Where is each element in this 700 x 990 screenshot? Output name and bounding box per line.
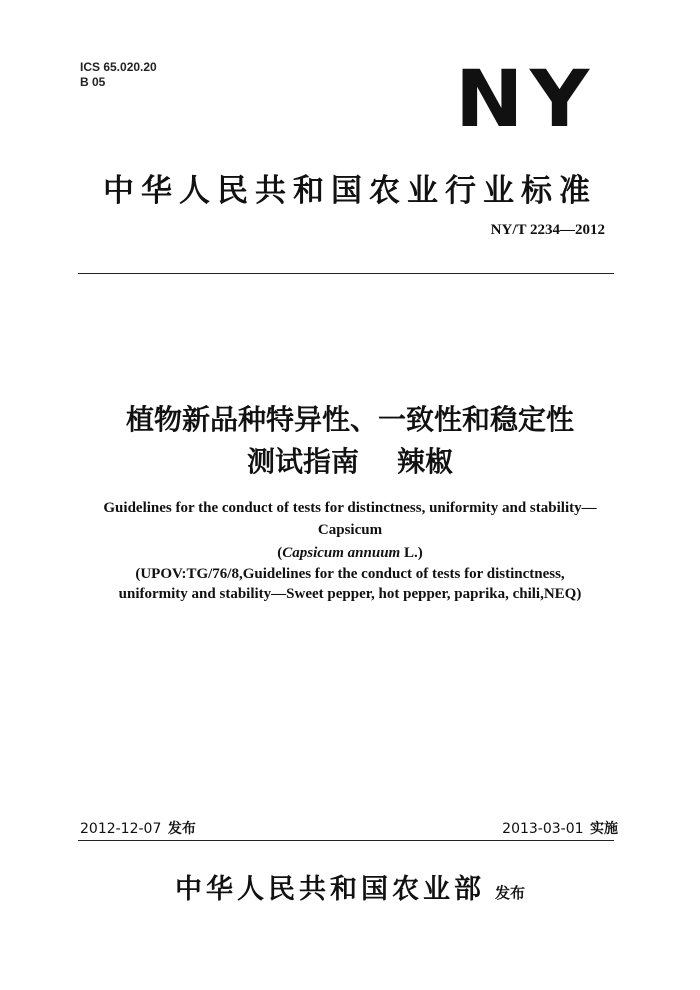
- issue-date: 2012-12-07: [80, 821, 162, 837]
- issuer-label: 发布: [494, 884, 525, 902]
- implement-date: 2013-03-01: [502, 821, 584, 837]
- ics-code: ICS 65.020.20: [80, 60, 157, 74]
- title-cn-line2: [0, 440, 700, 480]
- issue-label: 发布: [167, 821, 196, 837]
- title-cn-part2: 辣椒: [397, 445, 454, 478]
- footer-divider: [78, 840, 614, 841]
- issuer-block: [0, 867, 700, 906]
- latin-author: L.: [403, 545, 418, 561]
- standard-type-title: 中华人民共和国农业行业标准: [103, 173, 597, 209]
- standard-number: NY/T 2234—2012: [490, 222, 605, 238]
- title-en-line1: Guidelines for the conduct of tests for distinctness, uniformity and stability—: [103, 500, 597, 516]
- header-divider: [78, 273, 614, 274]
- latin-name: Capsicum annuum: [282, 545, 401, 561]
- issue-date-block: [80, 818, 196, 838]
- issuer-name: 中华人民共和国农业部: [174, 874, 485, 905]
- title-en-line5: uniformity and stability—Sweet pepper, hot pepper, paprika, chili,NEQ): [118, 586, 582, 602]
- ccs-code: B 05: [80, 75, 106, 89]
- implement-date-block: [502, 818, 618, 838]
- title-en-line2: Capsicum: [317, 522, 383, 538]
- ny-logo: NY: [455, 55, 596, 145]
- title-en-line4: (UPOV:TG/76/8,Guidelines for the conduct of tests for distinctness,: [135, 566, 565, 582]
- title-cn-part1: 测试指南: [246, 445, 359, 478]
- title-en-latin-name: (Capsicum annuum L.): [277, 545, 423, 561]
- title-cn-line1: 植物新品种特异性、一致性和稳定性: [125, 403, 574, 436]
- implement-label: 实施: [590, 821, 618, 837]
- classification-codes: [80, 60, 157, 90]
